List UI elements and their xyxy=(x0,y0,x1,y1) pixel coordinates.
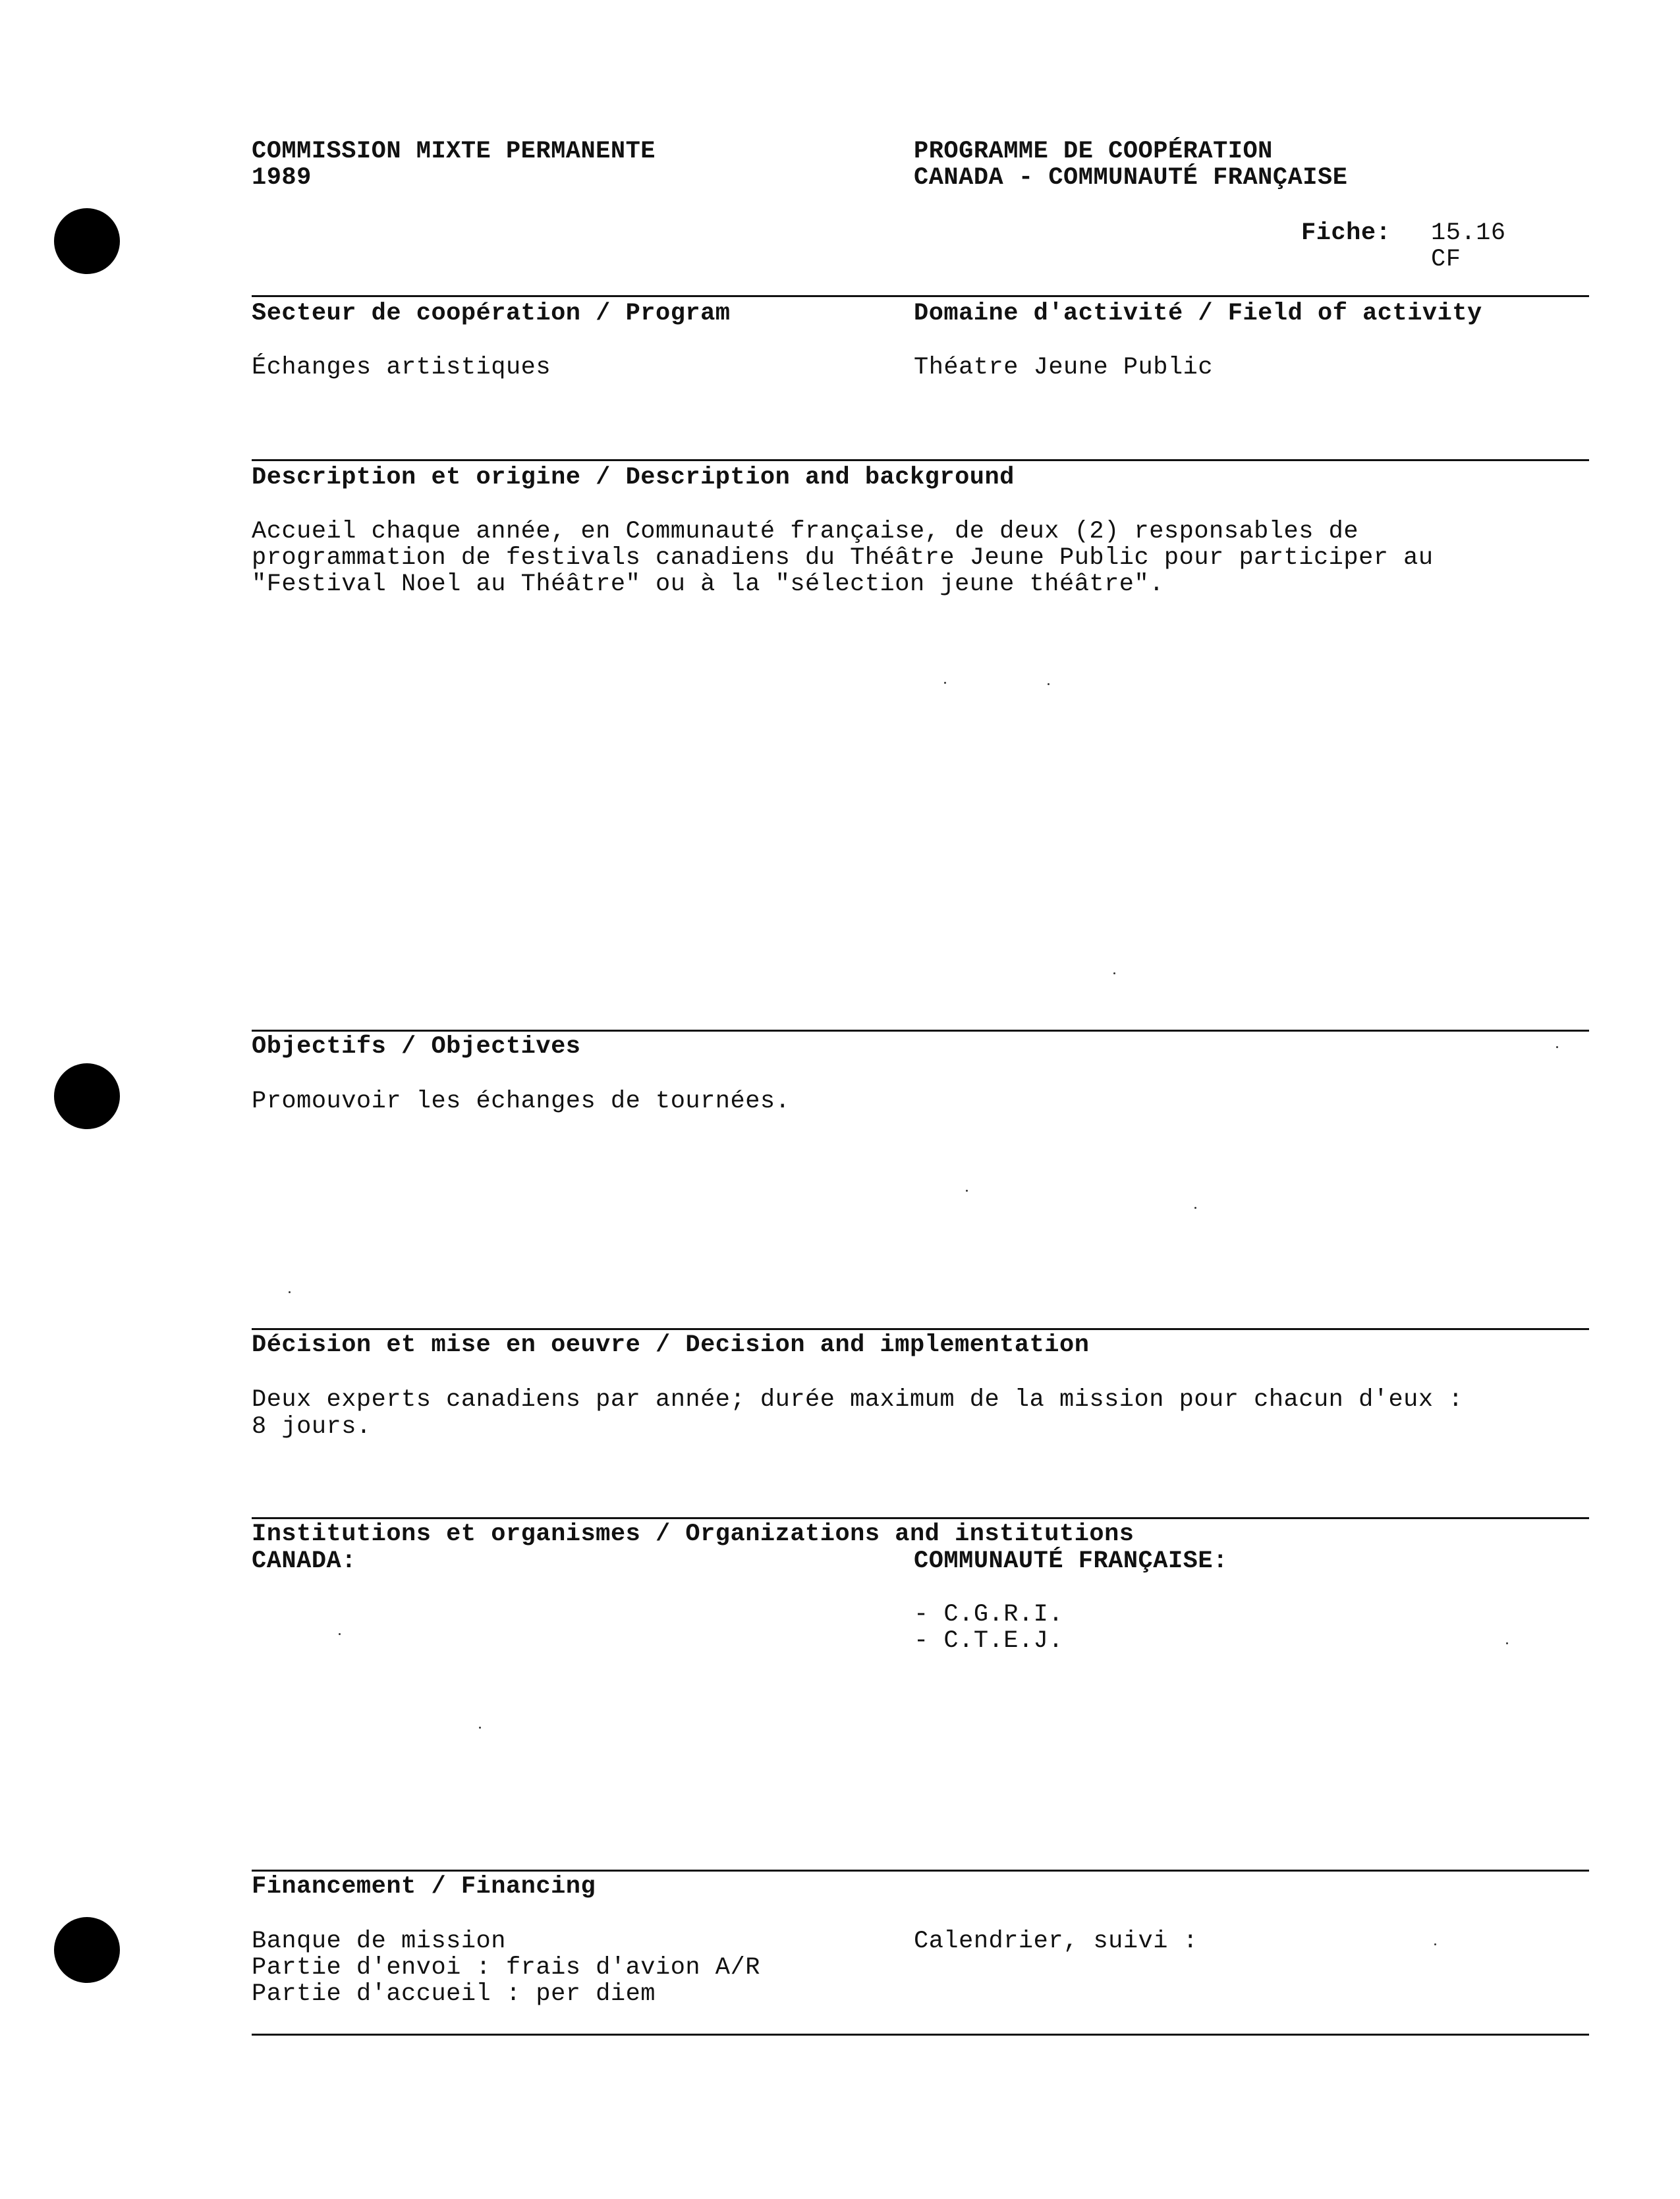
scan-speck xyxy=(944,682,946,684)
communaute-label: COMMUNAUTÉ FRANÇAISE: xyxy=(914,1547,1228,1575)
decision-heading: Décision et mise en oeuvre / Decision and implementation xyxy=(252,1331,1090,1359)
description-heading: Description et origine / Description and background xyxy=(252,464,1015,491)
decision-line: Deux experts canadiens par année; durée maximum de la mission pour chacun d'eux : xyxy=(252,1386,1463,1414)
fiche-number: 15.16 xyxy=(1431,219,1506,247)
scan-speck xyxy=(1434,1943,1436,1945)
divider xyxy=(252,459,1589,461)
field-heading: Domaine d'activité / Field of activity xyxy=(914,300,1482,327)
programme-subtitle: CANADA - COMMUNAUTÉ FRANÇAISE xyxy=(914,164,1348,192)
scan-speck xyxy=(1048,683,1050,685)
punch-hole-top xyxy=(54,208,120,274)
institution-item: - C.G.R.I. xyxy=(914,1601,1064,1628)
description-line: "Festival Noel au Théâtre" ou à la "sélection jeune théâtre". xyxy=(252,571,1164,598)
financing-line: Partie d'envoi : frais d'avion A/R xyxy=(252,1954,760,1982)
objectives-heading: Objectifs / Objectives xyxy=(252,1033,581,1061)
divider xyxy=(252,295,1589,297)
financing-line: Partie d'accueil : per diem xyxy=(252,1980,656,2008)
fiche-label: Fiche: xyxy=(1301,219,1391,247)
scan-speck xyxy=(1113,972,1115,974)
scan-speck xyxy=(1194,1207,1196,1209)
scan-speck xyxy=(339,1633,341,1635)
scan-speck xyxy=(1506,1642,1508,1644)
programme-title: PROGRAMME DE COOPÉRATION xyxy=(914,138,1273,165)
institution-item: - C.T.E.J. xyxy=(914,1627,1064,1655)
scan-speck xyxy=(289,1291,291,1293)
punch-hole-bottom xyxy=(54,1917,120,1983)
scan-speck xyxy=(1556,1046,1558,1048)
canada-label: CANADA: xyxy=(252,1547,356,1575)
divider xyxy=(252,1517,1589,1519)
sector-value: Échanges artistiques xyxy=(252,354,551,381)
description-line: programmation de festivals canadiens du Théâtre Jeune Public pour participer au xyxy=(252,544,1434,572)
commission-title: COMMISSION MIXTE PERMANENTE xyxy=(252,138,656,165)
objectives-text: Promouvoir les échanges de tournées. xyxy=(252,1088,791,1115)
financing-heading: Financement / Financing xyxy=(252,1873,596,1901)
divider xyxy=(252,1328,1589,1330)
description-line: Accueil chaque année, en Communauté française, de deux (2) responsables de xyxy=(252,518,1359,545)
decision-line: 8 jours. xyxy=(252,1413,372,1441)
divider xyxy=(252,1870,1589,1872)
calendar-label: Calendrier, suivi : xyxy=(914,1928,1198,1955)
sector-heading: Secteur de coopération / Program xyxy=(252,300,731,327)
divider xyxy=(252,2034,1589,2036)
divider xyxy=(252,1030,1589,1032)
scan-speck xyxy=(479,1727,481,1729)
field-value: Théatre Jeune Public xyxy=(914,354,1214,381)
punch-hole-middle xyxy=(54,1063,120,1129)
fiche-code: CF xyxy=(1431,246,1461,273)
financing-line: Banque de mission xyxy=(252,1928,506,1955)
commission-year: 1989 xyxy=(252,164,312,192)
institutions-heading: Institutions et organismes / Organizations and institutions xyxy=(252,1520,1134,1548)
scan-speck xyxy=(966,1190,968,1192)
